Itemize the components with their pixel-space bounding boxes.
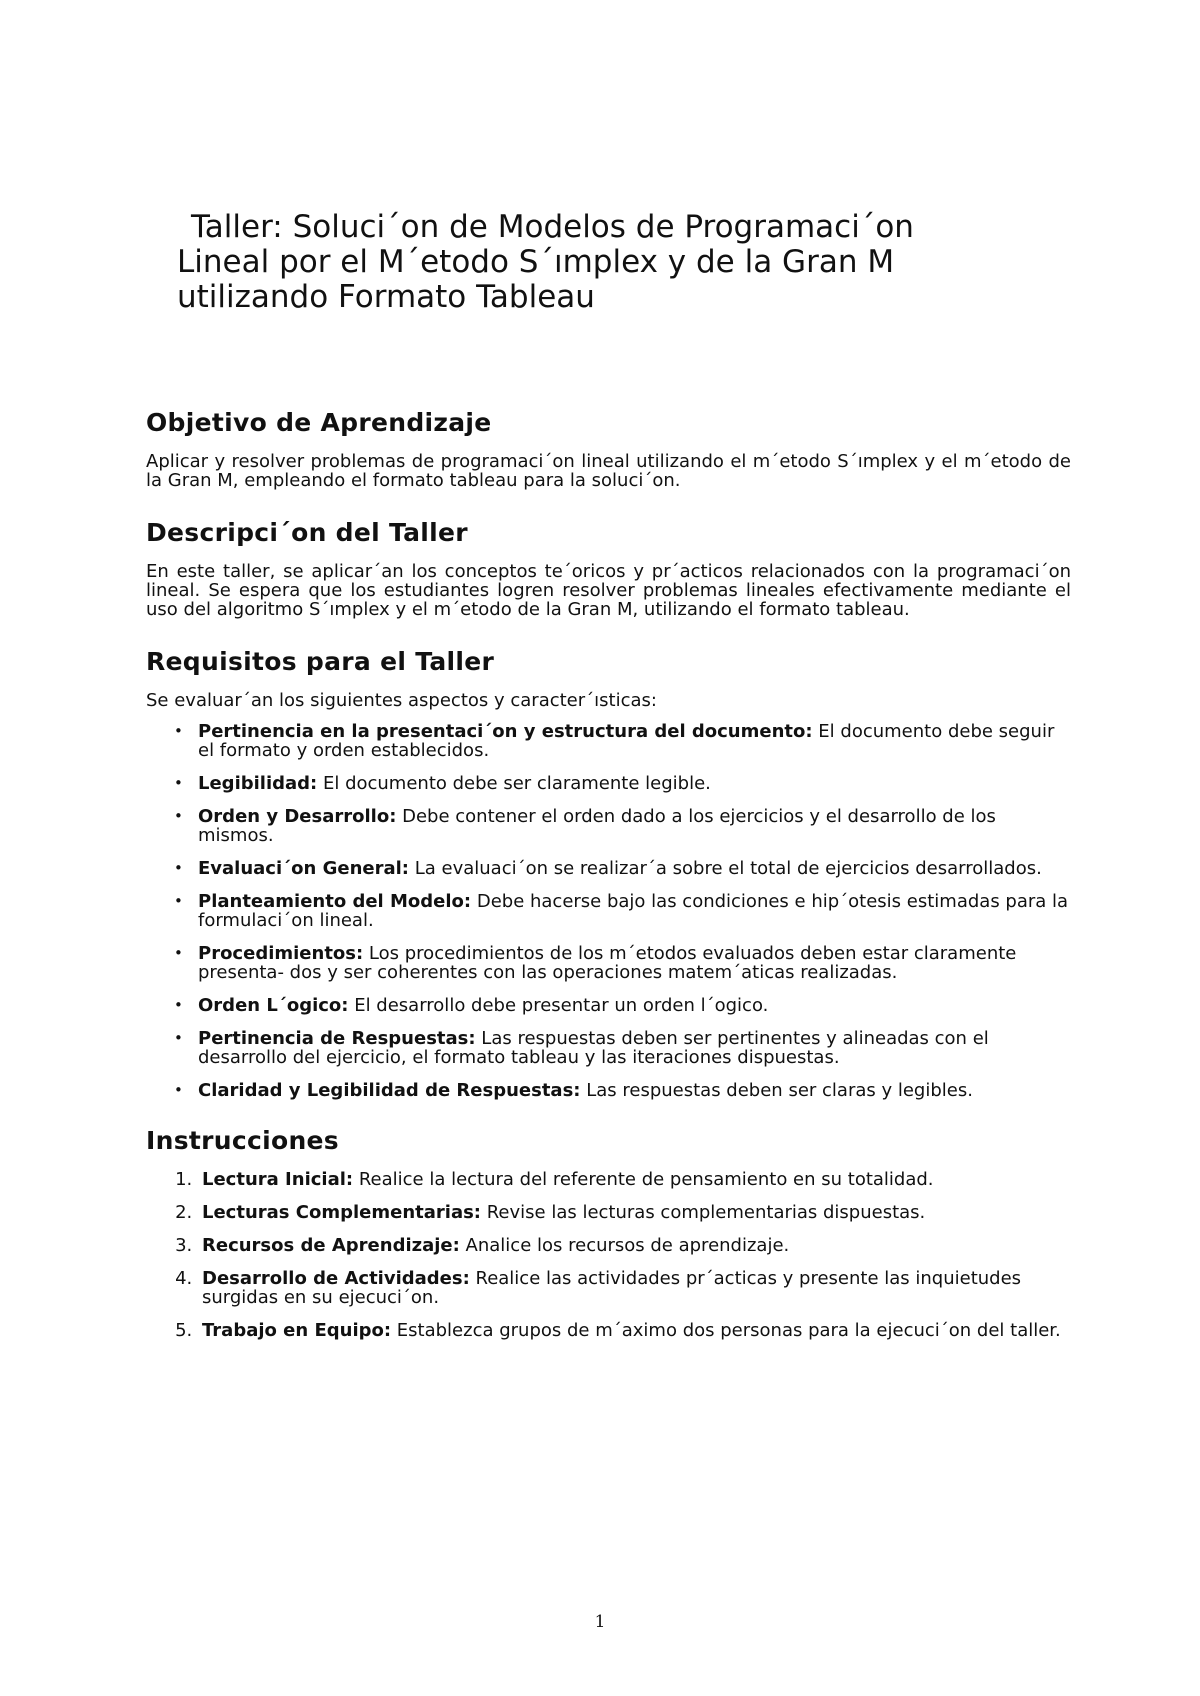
section-objetivo (146, 408, 1071, 490)
section-heading-instrucciones: Instrucciones (146, 1126, 339, 1155)
item-term: Procedimientos: (198, 943, 364, 964)
item-term: Pertinencia en la presentaci´on y estructura del documento: (198, 721, 813, 742)
item-description: Los procedimientos de los m´etodos evaluados deben estar claramente presenta- dos y ser coherentes con las operaciones matem´aticas realizadas. (198, 943, 1017, 983)
objetivo-text: Aplicar y resolver problemas de programaci´on lineal utilizando el m´etodo S´ımplex y el m´etodo de la Gran M, empleando el formato tableau para la soluci´on. (146, 451, 1071, 491)
document-title (177, 210, 1077, 315)
list-item (198, 1203, 1071, 1222)
item-term: Evaluaci´on General: (198, 858, 409, 879)
item-term: Planteamiento del Modelo: (198, 891, 472, 912)
item-description: Analice los recursos de aprendizaje. (459, 1235, 790, 1256)
item-term: Lecturas Complementarias: (202, 1202, 481, 1223)
item-term: Lectura Inicial: (202, 1169, 354, 1190)
item-term: Recursos de Aprendizaje: (202, 1235, 460, 1256)
list-item (198, 1236, 1071, 1255)
list-item (198, 774, 1071, 793)
item-description: Las respuestas deben ser claras y legibles. (580, 1080, 973, 1101)
section-descripcion (146, 518, 1071, 619)
list-item (198, 892, 1071, 930)
item-description: El documento debe seguir el formato y orden establecidos. (198, 721, 1055, 761)
instrucciones-list (146, 1170, 1071, 1340)
item-description: Debe contener el orden dado a los ejercicios y el desarrollo de los mismos. (198, 806, 996, 846)
item-description: Revise las lecturas complementarias dispuestas. (481, 1202, 926, 1223)
list-item (198, 1170, 1071, 1189)
item-description: El documento debe ser claramente legible. (317, 773, 711, 794)
document-body (146, 408, 1071, 1366)
list-item (198, 859, 1071, 878)
list-item (198, 1029, 1071, 1067)
title-line-1: Taller: Soluci´on de Modelos de Programaci´on (191, 209, 914, 245)
descripcion-text: En este taller, se aplicar´an los conceptos te´oricos y pr´acticos relacionados con la programaci´on lineal. Se espera que los estudiantes logren resolver problemas lineales efectivamente mediante el uso del algoritmo S´ımplex y el m´etodo de la Gran M, utilizando el formato tableau. (146, 561, 1071, 620)
list-item (198, 1269, 1071, 1307)
section-requisitos (146, 647, 1071, 1100)
title-line-2: Lineal por el M´etodo S´ımplex y de la Gran M (177, 244, 895, 280)
item-term: Trabajo en Equipo: (202, 1320, 392, 1341)
item-term: Legibilidad: (198, 773, 318, 794)
list-item (198, 996, 1071, 1015)
section-heading-requisitos: Requisitos para el Taller (146, 647, 495, 676)
item-description: Realice la lectura del referente de pensamiento en su totalidad. (353, 1169, 934, 1190)
title-line-3: utilizando Formato Tableau (177, 279, 595, 315)
section-heading-descripcion: Descripci´on del Taller (146, 518, 468, 547)
page-number: 1 (594, 1612, 606, 1632)
item-description: El desarrollo debe presentar un orden l´ogico. (348, 995, 769, 1016)
section-instrucciones (146, 1126, 1071, 1340)
item-term: Pertinencia de Respuestas: (198, 1028, 476, 1049)
item-term: Orden y Desarrollo: (198, 806, 397, 827)
item-description: La evaluaci´on se realizar´a sobre el total de ejercicios desarrollados. (409, 858, 1042, 879)
list-item (198, 1081, 1071, 1100)
requisitos-list (146, 722, 1071, 1100)
item-description: Realice las actividades pr´acticas y presente las inquietudes surgidas en su ejecuci´on. (202, 1268, 1022, 1308)
item-term: Claridad y Legibilidad de Respuestas: (198, 1080, 581, 1101)
list-item (198, 944, 1071, 982)
list-item (198, 722, 1071, 760)
list-item (198, 1321, 1071, 1340)
item-term: Desarrollo de Actividades: (202, 1268, 470, 1289)
section-heading-objetivo: Objetivo de Aprendizaje (146, 408, 492, 437)
item-description: Establezca grupos de m´aximo dos personas para la ejecuci´on del taller. (391, 1320, 1061, 1341)
item-term: Orden L´ogico: (198, 995, 349, 1016)
item-description: Debe hacerse bajo las condiciones e hip´otesis estimadas para la formulaci´on lineal. (198, 891, 1069, 931)
list-item (198, 807, 1071, 845)
item-description: Las respuestas deben ser pertinentes y alineadas con el desarrollo del ejercicio, el formato tableau y las iteraciones dispuestas. (198, 1028, 989, 1068)
requisitos-intro: Se evaluar´an los siguientes aspectos y caracter´ısticas: (146, 690, 657, 711)
